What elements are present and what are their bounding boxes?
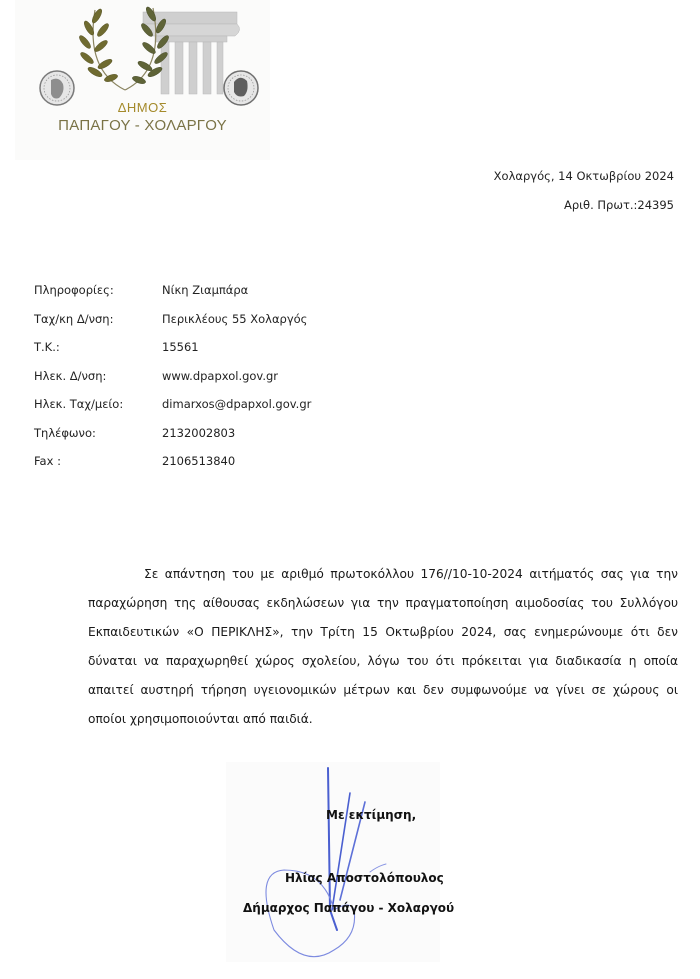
website-link[interactable]: www.dpapxol.gov.gr [162, 368, 279, 383]
info-value: 15561 [162, 340, 199, 354]
municipality-logo [15, 0, 270, 160]
signer-name: Ηλίας Αποστολόπουλος [285, 871, 444, 885]
info-row-address [34, 312, 311, 341]
info-label: Ηλεκ. Δ/νση: [34, 368, 107, 383]
contact-info-block [34, 283, 311, 483]
info-row-phone [34, 426, 311, 455]
logo-line-dimos: ΔΗΜΟΣ [117, 100, 168, 115]
info-row-fax [34, 454, 311, 483]
info-label: Πληροφορίες: [34, 283, 114, 297]
closing-salutation: Με εκτίμηση, [326, 808, 417, 822]
letter-body-paragraph: Σε απάντηση του με αριθμό πρωτοκόλλου 176//10-10-2024 αιτήματός σας για την παραχώρηση της αίθουσας εκδηλώσεων για την πραγματοποίηση αιμοδοσίας του Συλλόγου Εκπαιδευτικών «Ο ΠΕΡΙΚΛΗΣ», την Τρίτη 15 Οκτωβρίου 2024, σας ενημερώνουμε ότι δεν δύναται να παραχωρηθεί χώρος σχολείου, λόγω του ότι πρόκειται για διαδικασία η οποία απαιτεί αυστηρή τήρηση υγειονομικών μέτρων και δεν συμφωνούμε να γίνει σε χώρους οι οποίοι χρησιμοποιούνται από παιδιά. [88, 567, 678, 726]
info-row-website [34, 369, 311, 398]
info-label: Ταχ/κη Δ/νση: [34, 311, 114, 326]
handwritten-signature-icon [220, 760, 450, 960]
protocol-number: Αριθ. Πρωτ.:24395 [563, 198, 674, 212]
info-value: Περικλέους 55 Χολαργός [162, 311, 308, 326]
info-row-email [34, 397, 311, 426]
info-label: Τηλέφωνο: [34, 425, 96, 440]
document-date: Χολαργός, 14 Οκτωβρίου 2024 [493, 169, 674, 183]
info-row-contact-person [34, 283, 311, 312]
info-row-postal-code [34, 340, 311, 369]
info-value: 2132002803 [162, 425, 236, 440]
info-label: Τ.Κ.: [34, 340, 60, 354]
info-label: Ηλεκ. Ταχ/μείο: [34, 397, 124, 411]
info-label: Fax : [34, 454, 61, 468]
info-value: 2106513840 [162, 454, 236, 468]
signer-title: Δήμαρχος Παπάγου - Χολαργού [243, 901, 455, 915]
email-link[interactable]: dimarxos@dpapxol.gov.gr [162, 397, 312, 411]
logo-line-municipality: ΠΑΠΑΓΟΥ - ΧΟΛΑΡΓΟΥ [58, 117, 227, 134]
info-value: Νίκη Ζιαμπάρα [162, 283, 249, 297]
laurel-column-emblem-icon [15, 0, 270, 160]
